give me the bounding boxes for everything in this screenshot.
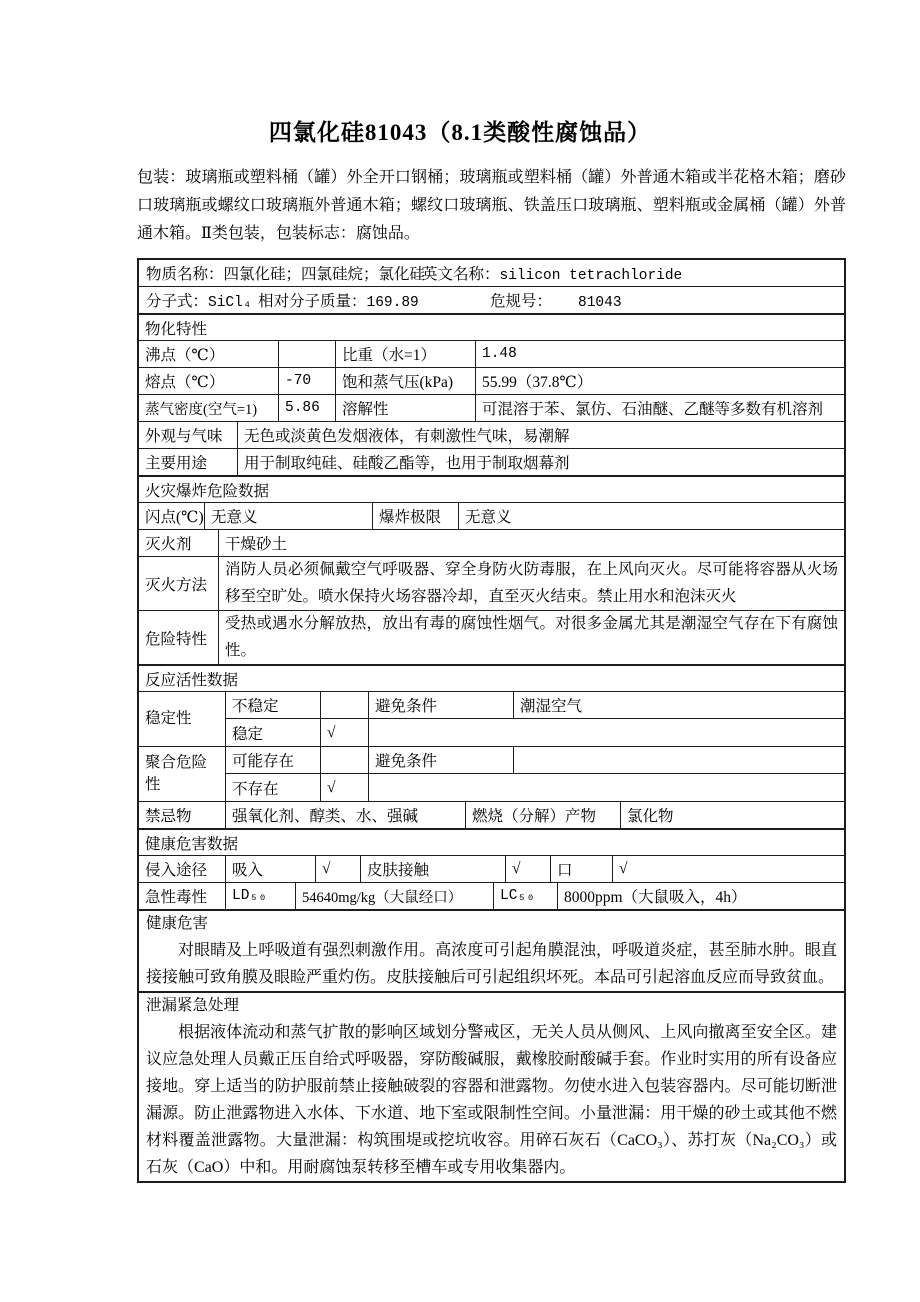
unstable-checkbox [321,692,369,718]
skin-contact-checkbox: √ [506,856,551,882]
none-empty-cell [369,774,844,801]
extinguishing-agent-label: 灭火剂 [139,530,219,556]
hazard-characteristics-value: 受热或遇水分解放热，放出有毒的腐蚀性烟气。对很多金属尤其是潮湿空气存在下有腐蚀性。 [225,615,838,659]
possible-label: 可能存在 [226,747,321,773]
ld50-label: LD₅₀ [226,883,296,909]
row-main-use [139,449,844,476]
ld50-value: 54640mg/kg（大鼠经口） [296,883,494,909]
boiling-point-value [279,341,336,367]
hazard-characteristics-label: 危险特性 [139,611,219,664]
flash-point-label: 闪点(℃) [139,503,205,529]
row-exposure-route [139,856,844,883]
dg-number-label: 危规号： [490,293,553,310]
molweight-label: 相对分子质量： [258,293,367,310]
skin-contact-label: 皮肤接触 [361,856,506,882]
section-title: 健康危害数据 [145,835,239,853]
inhalation-label: 吸入 [226,856,316,882]
explosion-limit-value: 无意义 [465,509,512,526]
incompatibilities-label: 禁忌物 [139,802,226,828]
stable-empty-cell [369,719,844,746]
lc50-label: LC₅₀ [494,883,558,909]
vapor-pressure-label: 饱和蒸气压(kPa) [336,368,476,394]
appearance-label: 外观与气味 [139,422,238,448]
page-title: 四氯化硅81043（8.1类酸性腐蚀品） [268,120,652,145]
solubility-label: 溶解性 [336,395,476,421]
vapor-density-label: 蒸气密度(空气=1) [139,395,279,421]
english-name-pair [422,262,682,284]
leak-emergency-title: 泄漏紧急处理 [146,997,240,1014]
packaging-paragraph: 包装：玻璃瓶或塑料桶（罐）外全开口钢桶；玻璃瓶或塑料桶（罐）外普通木箱或半花格木箱；磨砂口玻璃瓶或螺纹口玻璃瓶外普通木箱；螺纹口玻璃瓶、铁盖压口玻璃瓶、塑料瓶或金属桶（罐）外普通木箱。Ⅱ类包装，包装标志：腐蚀品。 [137,169,846,242]
section-header-reactivity [139,665,844,692]
vapor-density-value: 5.86 [279,395,336,421]
main-use-label: 主要用途 [139,449,238,475]
formula-label: 分子式： [146,293,209,310]
none-checkbox: √ [321,774,369,801]
english-name-label: 英文名称： [422,266,500,283]
row-hazard-characteristics [139,611,844,665]
dg-number-value: 81043 [578,295,622,311]
msds-table [137,258,846,1183]
stable-label: 稳定 [226,719,321,746]
formula-cell [139,287,844,313]
molweight-pair [258,289,490,311]
polymerization-body [226,747,844,801]
section-title: 火灾爆炸危险数据 [145,482,270,500]
section-health-harm [139,910,844,992]
row-incompatibilities [139,802,844,829]
formula-pair [146,289,258,311]
flash-point-value: 无意义 [205,503,373,529]
english-name-value: silicon tetrachloride [499,268,683,284]
leak-emergency-text: 根据液体流动和蒸气扩散的影响区域划分警戒区，无关人员从侧风、上风向撤离至安全区。建议应急处理人员戴正压自给式呼吸器，穿防酸碱服，戴橡胶耐酸碱手套。作业时实用的所有设备应接地。穿上适当的防护服前禁止接触破裂的容器和泄露物。勿使水进入包装容器内。尽可能切断泄漏源。防止泄露物进入水体、下水道、地下室或限制性空间。小量泄漏：用干燥的砂土或其他不燃材料覆盖泄露物。大量泄漏：构筑围堤或挖坑收容。用碎石灰石（CaCO₃）、苏打灰（Na₂CO₃）或石灰（CaO）中和。用耐腐蚀泵转移至槽车或专用收集器内。 [146,1024,837,1176]
substance-name-value: 四氯化硅；四氯硅烷；氯化硅 [223,266,426,283]
health-harm-title: 健康危害 [146,915,209,932]
stable-checkbox: √ [321,719,369,746]
avoid-condition-label: 避免条件 [369,692,514,718]
specific-gravity-label: 比重（水=1） [336,341,476,367]
substance-name-pair [146,262,426,284]
acute-toxicity-label: 急性毒性 [139,883,226,909]
section-leak-emergency [139,992,844,1181]
stability-row-unstable [226,692,844,719]
row-acute-toxicity [139,883,844,910]
unstable-label: 不稳定 [226,692,321,718]
row-firefighting-method [139,557,844,611]
avoid-condition-label: 避免条件 [369,747,514,773]
solubility-value: 可混溶于苯、氯仿、石油醚、乙醚等多数有机溶剂 [482,401,824,418]
explosion-limit-label: 爆炸极限 [373,503,459,529]
avoid-condition-value: 潮湿空气 [520,698,583,715]
oral-checkbox: √ [619,860,628,877]
melting-point-label: 熔点（℃） [139,368,279,394]
health-harm-text: 对眼睛及上呼吸道有强烈刺激作用。高浓度可引起角膜混浊，呼吸道炎症，甚至肺水肿。眼直接接触可致角膜及眼睑严重灼伤。皮肤接触后可引起组织坏死。本品可引起溶血反应而导致贫血。 [146,942,837,986]
firefighting-method-label: 灭火方法 [139,557,219,610]
row-substance-name [139,260,844,287]
combustion-products-value: 氯化物 [627,808,674,825]
molweight-value: 169.89 [366,295,419,311]
boiling-point-label: 沸点（℃） [139,341,279,367]
stability-body [226,692,844,746]
stability-label: 稳定性 [139,692,226,746]
inhalation-checkbox: √ [316,856,361,882]
leak-emergency-cell [139,993,844,1181]
dg-number-pair [490,289,622,311]
polymerization-row-possible [226,747,844,774]
avoid-condition-value [514,747,844,773]
specific-gravity-value: 1.48 [482,346,517,362]
row-extinguishing-agent [139,530,844,557]
polymerization-label: 聚合危险性 [139,747,226,801]
row-appearance [139,422,844,449]
incompatibilities-value: 强氧化剂、醇类、水、强碱 [226,802,466,828]
exposure-route-label: 侵入途径 [139,856,226,882]
section-header-fire [139,476,844,503]
lc50-value: 8000ppm（大鼠吸入，4h） [564,889,747,906]
stability-row-stable [226,719,844,746]
combustion-products-label: 燃烧（分解）产物 [466,802,621,828]
melting-point-value: -70 [279,368,336,394]
extinguishing-agent-value: 干燥砂土 [225,536,288,553]
substance-name-cell [139,260,844,286]
row-boiling-point [139,341,844,368]
section-title: 反应活性数据 [145,671,239,689]
polymerization-group [139,747,844,802]
section-title: 物化特性 [145,320,208,338]
main-use-value: 用于制取纯硅、硅酸乙酯等，也用于制取烟幕剂 [244,455,570,472]
substance-name-label: 物质名称： [146,266,224,283]
row-formula [139,287,844,314]
section-header-health [139,829,844,856]
section-header-physical [139,314,844,341]
formula-value: SiCl₄ [208,295,252,311]
none-label: 不存在 [226,774,321,801]
polymerization-row-none [226,774,844,801]
row-vapor-density [139,395,844,422]
health-harm-cell [139,911,844,991]
row-flash-point [139,503,844,530]
firefighting-method-value: 消防人员必须佩戴空气呼吸器、穿全身防火防毒服，在上风向灭火。尽可能将容器从火场移至空旷处。喷水保持火场容器冷却，直至灭火结束。禁止用水和泡沫灭火 [225,561,838,605]
oral-label: 口 [551,856,613,882]
vapor-pressure-value: 55.99（37.8℃） [482,374,593,391]
row-melting-point [139,368,844,395]
stability-group [139,692,844,747]
possible-checkbox [321,747,369,773]
appearance-value: 无色或淡黄色发烟液体，有刺激性气味，易潮解 [244,428,570,445]
